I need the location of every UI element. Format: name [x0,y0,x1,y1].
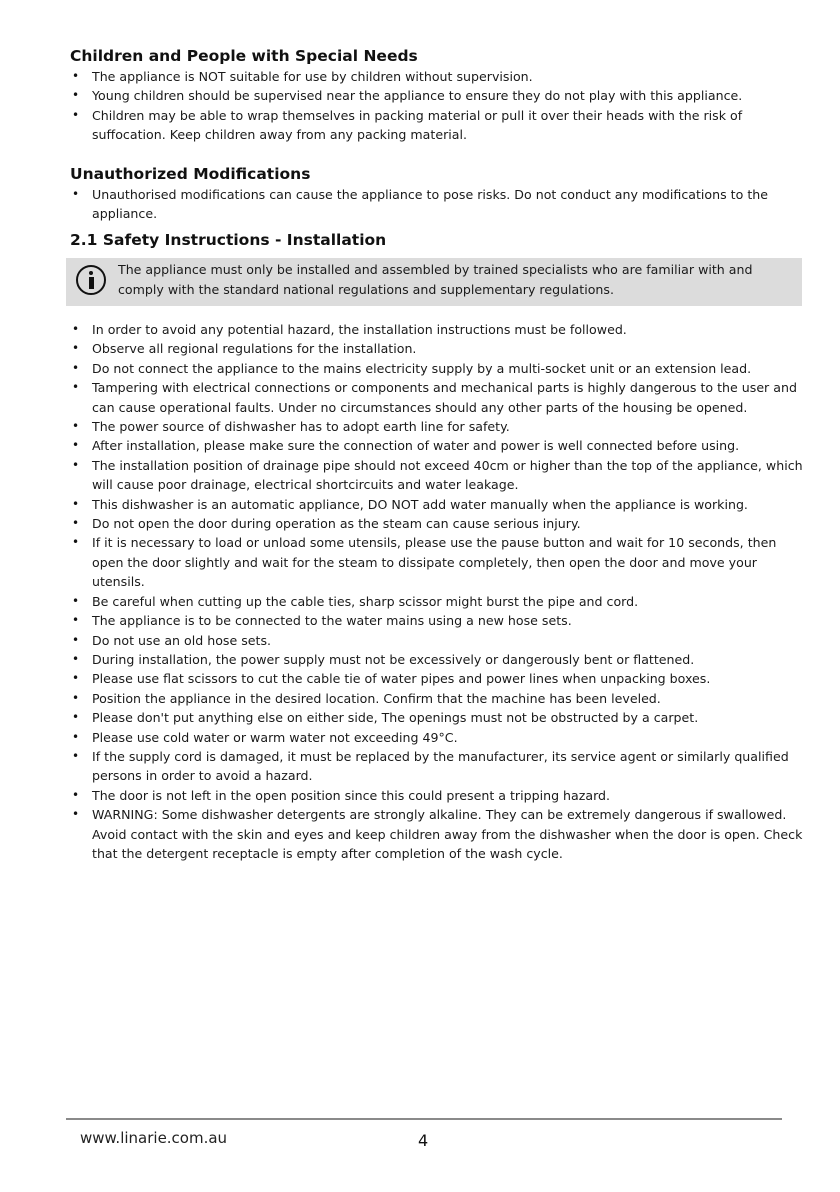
list-item: • This dishwasher is an automatic appliance, DO NOT add water manually when the appliance is working. [70,495,810,514]
page-number: 4 [418,1131,429,1150]
list-item: • WARNING: Some dishwasher detergents are strongly alkaline. They can be extremely dangerous if swallowed. Avoid contact with the skin and eyes and keep children away from the dishwasher when the door is open. Check that the detergent receptacle is empty after completion of the wash cycle. [70,805,810,863]
list-item: • The installation position of drainage pipe should not exceed 40cm or higher than the top of the appliance, which will cause poor drainage, electrical shortcircuits and water leakage. [70,456,810,495]
list-item: • In order to avoid any potential hazard, the installation instructions must be followed. [70,320,810,339]
footer-website-link[interactable]: www.linarie.com.au [80,1129,228,1147]
list-modifications [70,185,810,224]
list-item: • After installation, please make sure the connection of water and power is well connected before using. [70,436,810,455]
notice-text: The appliance must only be installed and assembled by trained specialists who are familiar with and comply with the standard national regulations and supplementary regulations. [118,262,753,297]
list-item: • Young children should be supervised near the appliance to ensure they do not play with this appliance. [70,86,810,105]
heading-modifications: Unauthorized Modifications [70,165,311,183]
list-item: • Please use cold water or warm water not exceeding 49°C. [70,728,810,747]
list-item: • Do not open the door during operation as the steam can cause serious injury. [70,514,810,533]
footer-divider [66,1118,782,1120]
list-item: • Please don't put anything else on either side, The openings must not be obstructed by a carpet. [70,708,810,727]
list-item: • Position the appliance in the desired location. Confirm that the machine has been leveled. [70,689,810,708]
list-item: • If the supply cord is damaged, it must be replaced by the manufacturer, its service agent or similarly qualified persons in order to avoid a hazard. [70,747,810,786]
list-children [70,67,810,145]
list-item: • Children may be able to wrap themselves in packing material or pull it over their heads with the risk of suffocation. Keep children away from any packing material. [70,106,810,145]
list-item: • Unauthorised modifications can cause the appliance to pose risks. Do not conduct any modifications to the appliance. [70,185,810,224]
heading-children: Children and People with Special Needs [70,47,418,65]
list-item: • If it is necessary to load or unload some utensils, please use the pause button and wait for 10 seconds, then open the door slightly and wait for the steam to dissipate completely, then open the door and move your utensils. [70,533,810,591]
list-installation [70,320,810,863]
list-item: • The door is not left in the open position since this could present a tripping hazard. [70,786,810,805]
list-item: • Do not connect the appliance to the mains electricity supply by a multi-socket unit or an extension lead. [70,359,810,378]
info-icon [76,265,106,295]
list-item: • Be careful when cutting up the cable ties, sharp scissor might burst the pipe and cord. [70,592,810,611]
list-item: • The power source of dishwasher has to adopt earth line for safety. [70,417,810,436]
list-item: • Do not use an old hose sets. [70,631,810,650]
list-item: • Tampering with electrical connections or components and mechanical parts is highly dangerous to the user and can cause operational faults. Under no circumstances should any other parts of the housing be opened. [70,378,810,417]
list-item: • The appliance is to be connected to the water mains using a new hose sets. [70,611,810,630]
info-notice [66,258,802,306]
list-item: • During installation, the power supply must not be excessively or dangerously bent or flattened. [70,650,810,669]
heading-installation: 2.1 Safety Instructions - Installation [70,231,387,249]
list-item: • Please use flat scissors to cut the cable tie of water pipes and power lines when unpacking boxes. [70,669,810,688]
list-item: • Observe all regional regulations for the installation. [70,339,810,358]
list-item: • The appliance is NOT suitable for use by children without supervision. [70,67,810,86]
